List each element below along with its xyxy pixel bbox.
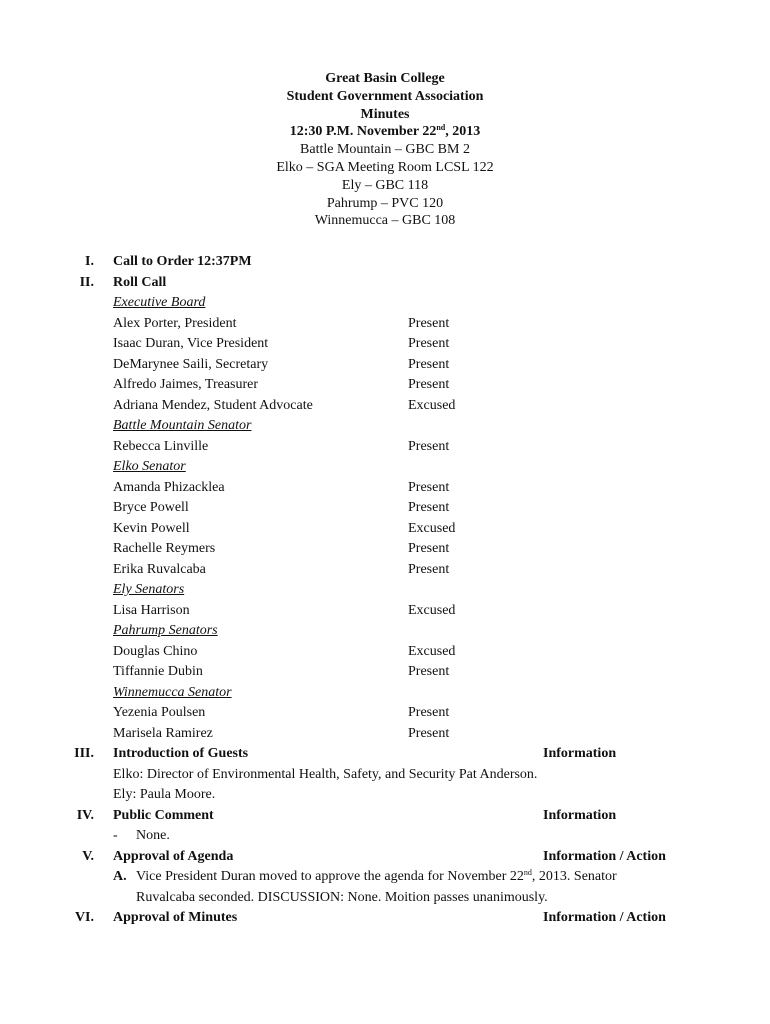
roll-call-row bbox=[0, 478, 770, 499]
roll-call-row bbox=[0, 662, 770, 683]
member-status: Present bbox=[408, 561, 450, 577]
section-title: Introduction of Guests bbox=[113, 746, 249, 761]
document-type: Minutes bbox=[360, 106, 410, 122]
section-tag: Information / Action bbox=[543, 848, 666, 864]
list-bullet: - bbox=[113, 828, 118, 843]
roll-call-row bbox=[0, 539, 770, 560]
location-battle-mountain: Battle Mountain – GBC BM 2 bbox=[300, 142, 470, 158]
section-number: III. bbox=[74, 746, 94, 761]
member-status: Excused bbox=[408, 397, 456, 413]
group-heading-ely: Ely Senators bbox=[113, 582, 185, 597]
section-tag: Information bbox=[543, 746, 617, 761]
roll-call-row bbox=[0, 560, 770, 581]
group-heading-pahrump: Pahrump Senators bbox=[113, 623, 218, 638]
public-comment-item bbox=[0, 826, 770, 847]
section-tag: Information / Action bbox=[543, 910, 666, 925]
member-status: Present bbox=[408, 705, 450, 720]
roll-call-row bbox=[0, 724, 770, 745]
member-status: Present bbox=[408, 356, 450, 372]
group-heading-winnemucca: Winnemucca Senator bbox=[113, 684, 232, 700]
location-pahrump: Pahrump – PVC 120 bbox=[326, 195, 444, 211]
section-roll-call bbox=[0, 273, 770, 294]
member-name: Erika Ruvalcaba bbox=[113, 561, 206, 577]
member-status: Excused bbox=[408, 602, 456, 618]
section-number: I. bbox=[85, 254, 94, 269]
member-status: Present bbox=[408, 479, 450, 495]
section-title: Call to Order 12:37PM bbox=[113, 254, 252, 269]
member-name: Rachelle Reymers bbox=[113, 541, 216, 556]
section-title: Approval of Minutes bbox=[113, 910, 238, 925]
section-call-to-order bbox=[0, 252, 770, 273]
member-status: Present bbox=[408, 377, 450, 392]
member-name: Adriana Mendez, Student Advocate bbox=[113, 397, 313, 413]
roll-call-row bbox=[0, 334, 770, 355]
member-name: Alex Porter, President bbox=[113, 315, 237, 331]
roll-call-row bbox=[0, 601, 770, 622]
member-status: Present bbox=[408, 541, 450, 556]
section-number: V. bbox=[82, 848, 94, 864]
member-name: Marisela Ramirez bbox=[113, 725, 213, 741]
member-name: Rebecca Linville bbox=[113, 438, 209, 454]
agenda-motion-line-2 bbox=[0, 888, 770, 909]
member-name: Douglas Chino bbox=[113, 643, 198, 659]
member-name: Yezenia Poulsen bbox=[113, 705, 206, 720]
section-title: Roll Call bbox=[113, 274, 167, 290]
section-guests bbox=[0, 744, 770, 765]
roll-call-row bbox=[0, 314, 770, 335]
roll-call-row bbox=[0, 437, 770, 458]
member-name: DeMarynee Saili, Secretary bbox=[113, 356, 269, 372]
motion-text: Ruvalcaba seconded. DISCUSSION: None. Moition passes unanimously. bbox=[136, 889, 548, 905]
agenda-motion-line-1 bbox=[0, 867, 770, 888]
section-number: IV. bbox=[76, 807, 94, 823]
minutes-body bbox=[0, 252, 770, 929]
location-ely: Ely – GBC 118 bbox=[341, 177, 429, 193]
member-status: Excused bbox=[408, 643, 456, 659]
member-name: Amanda Phizacklea bbox=[113, 479, 225, 495]
group-heading-executive-board: Executive Board bbox=[113, 295, 206, 310]
section-number: VI. bbox=[74, 910, 94, 925]
roll-call-row bbox=[0, 355, 770, 376]
group-heading-elko: Elko Senator bbox=[113, 459, 186, 474]
roll-call-row bbox=[0, 396, 770, 417]
section-title: Public Comment bbox=[113, 807, 214, 823]
section-agenda bbox=[0, 847, 770, 868]
roll-call-row bbox=[0, 375, 770, 396]
section-tag: Information bbox=[543, 807, 617, 823]
sub-item-label: A. bbox=[113, 869, 127, 884]
guest-line: Ely: Paula Moore. bbox=[113, 787, 216, 802]
document-header bbox=[0, 70, 770, 230]
member-name: Alfredo Jaimes, Treasurer bbox=[113, 377, 259, 392]
motion-text: Vice President Duran moved to approve the agenda for November 22nd, 2013. Senator bbox=[136, 868, 617, 884]
location-winnemucca: Winnemucca – GBC 108 bbox=[314, 213, 456, 229]
member-name: Tiffannie Dubin bbox=[113, 664, 203, 679]
location-elko: Elko – SGA Meeting Room LCSL 122 bbox=[276, 159, 494, 175]
roll-call-row bbox=[0, 703, 770, 724]
roll-call-row bbox=[0, 642, 770, 663]
member-name: Lisa Harrison bbox=[113, 602, 190, 618]
member-status: Present bbox=[408, 438, 450, 454]
section-public-comment bbox=[0, 806, 770, 827]
college-name: Great Basin College bbox=[325, 71, 445, 86]
section-number: II. bbox=[79, 274, 94, 290]
section-title: Approval of Agenda bbox=[113, 848, 234, 864]
member-status: Present bbox=[408, 315, 450, 331]
roll-call-row bbox=[0, 519, 770, 540]
member-status: Present bbox=[408, 336, 450, 351]
section-minutes bbox=[0, 908, 770, 929]
member-status: Present bbox=[408, 664, 450, 679]
member-status: Excused bbox=[408, 520, 456, 536]
member-name: Bryce Powell bbox=[113, 500, 189, 515]
meeting-time-date: 12:30 P.M. November 22nd, 2013 bbox=[289, 123, 481, 140]
list-item-text: None. bbox=[136, 828, 170, 843]
member-status: Present bbox=[408, 725, 450, 741]
member-name: Kevin Powell bbox=[113, 520, 190, 536]
roll-call-row bbox=[0, 498, 770, 519]
member-status: Present bbox=[408, 500, 450, 515]
organization-name: Student Government Association bbox=[286, 88, 484, 104]
guest-line: Elko: Director of Environmental Health, Safety, and Security Pat Anderson. bbox=[113, 766, 538, 782]
group-heading-battle-mountain: Battle Mountain Senator bbox=[113, 418, 252, 433]
member-name: Isaac Duran, Vice President bbox=[113, 336, 269, 351]
